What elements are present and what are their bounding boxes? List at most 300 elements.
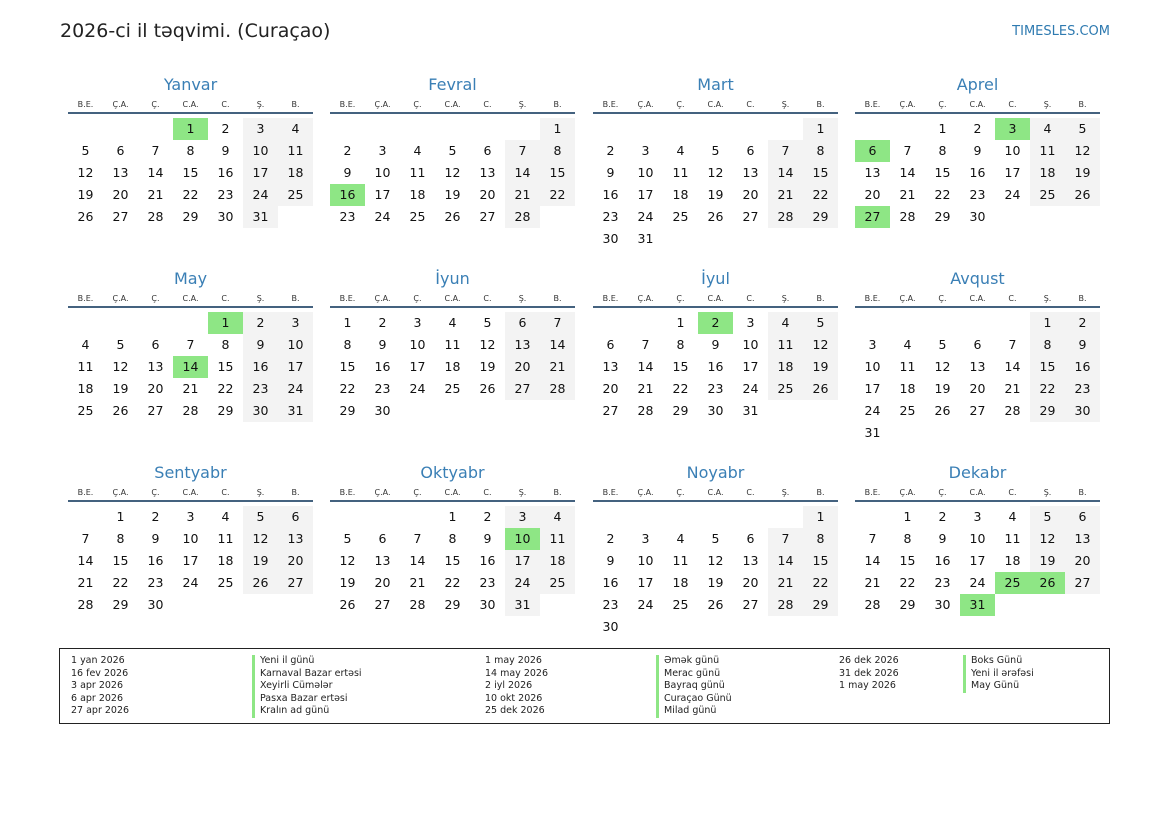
day-cell: 6 bbox=[746, 531, 755, 546]
day-cell: 1 bbox=[803, 506, 838, 528]
day-cell: 26 bbox=[707, 597, 724, 612]
day-cell: 31 bbox=[505, 594, 540, 616]
weekday-label: B. bbox=[1078, 488, 1087, 497]
day-cell: 1 bbox=[540, 118, 575, 140]
day-cell: 2 bbox=[938, 509, 947, 524]
day-cell: 7 bbox=[903, 143, 912, 158]
day-cell: 8 bbox=[448, 531, 457, 546]
day-cell: 15 bbox=[540, 162, 575, 184]
weekday-label: C.A. bbox=[182, 488, 199, 497]
day-cell: 6 bbox=[606, 337, 615, 352]
day-cell: 16 bbox=[479, 553, 496, 568]
day-cell: 21 bbox=[77, 575, 94, 590]
legend-date: 3 apr 2026 bbox=[71, 680, 124, 691]
day-cell: 21 bbox=[540, 356, 575, 378]
day-cell: 4 bbox=[903, 337, 912, 352]
day-cell: 21 bbox=[147, 187, 164, 202]
month-3 bbox=[593, 73, 838, 250]
day-cell: 2 bbox=[483, 509, 492, 524]
day-cell: 7 bbox=[413, 531, 422, 546]
month-name: Mart bbox=[697, 75, 734, 94]
day-cell: 22 bbox=[899, 575, 916, 590]
holiday-day-cell: 27 bbox=[855, 206, 890, 228]
empty-cell bbox=[138, 312, 173, 334]
day-cell: 28 bbox=[147, 209, 164, 224]
day-cell: 24 bbox=[182, 575, 199, 590]
legend-dates-1 bbox=[71, 655, 129, 718]
day-cell: 7 bbox=[81, 531, 90, 546]
legend-holiday-name: Curaçao Günü bbox=[656, 693, 732, 706]
day-cell: 25 bbox=[540, 572, 575, 594]
day-cell: 4 bbox=[1030, 118, 1065, 140]
month-name: Dekabr bbox=[948, 463, 1007, 482]
day-cell: 20 bbox=[742, 187, 759, 202]
day-cell: 7 bbox=[505, 140, 540, 162]
day-cell: 3 bbox=[378, 143, 387, 158]
day-cell: 26 bbox=[243, 572, 278, 594]
day-cell: 17 bbox=[637, 187, 654, 202]
day-cell: 17 bbox=[182, 553, 199, 568]
day-cell: 13 bbox=[479, 165, 496, 180]
weekday-label: Ş. bbox=[781, 488, 790, 497]
day-cell: 30 bbox=[707, 403, 724, 418]
legend-holiday-name: Kralın ad günü bbox=[252, 705, 362, 718]
empty-cell bbox=[68, 312, 103, 334]
weekday-label: B.E. bbox=[339, 100, 356, 109]
day-cell: 2 bbox=[221, 121, 230, 136]
day-cell: 13 bbox=[374, 553, 391, 568]
day-cell: 17 bbox=[243, 162, 278, 184]
day-grid bbox=[855, 312, 1100, 444]
day-cell: 12 bbox=[77, 165, 94, 180]
day-cell: 4 bbox=[540, 506, 575, 528]
day-cell: 31 bbox=[243, 206, 278, 228]
weekday-header bbox=[68, 487, 313, 502]
day-cell: 25 bbox=[278, 184, 313, 206]
day-cell: 12 bbox=[112, 359, 129, 374]
day-cell: 11 bbox=[768, 334, 803, 356]
empty-cell bbox=[995, 312, 1030, 334]
day-cell: 7 bbox=[768, 528, 803, 550]
day-cell: 22 bbox=[217, 381, 234, 396]
day-cell: 15 bbox=[182, 165, 199, 180]
weekday-label: Ç.A. bbox=[637, 100, 654, 109]
day-cell: 5 bbox=[1030, 506, 1065, 528]
weekday-label: B.E. bbox=[602, 100, 619, 109]
day-cell: 24 bbox=[637, 209, 654, 224]
weekday-label: C. bbox=[221, 100, 230, 109]
day-cell: 29 bbox=[444, 597, 461, 612]
day-cell: 16 bbox=[934, 553, 951, 568]
day-cell: 30 bbox=[479, 597, 496, 612]
day-cell: 4 bbox=[81, 337, 90, 352]
day-cell: 5 bbox=[243, 506, 278, 528]
legend-holiday-name: Boks Günü bbox=[963, 655, 1034, 668]
legend-date: 6 apr 2026 bbox=[71, 692, 124, 704]
empty-cell bbox=[855, 312, 890, 334]
empty-cell bbox=[663, 506, 698, 528]
day-cell: 26 bbox=[444, 209, 461, 224]
day-cell: 12 bbox=[1065, 140, 1100, 162]
weekday-label: B. bbox=[816, 100, 825, 109]
empty-cell bbox=[628, 118, 663, 140]
month-name: İyun bbox=[435, 269, 470, 288]
day-cell: 20 bbox=[112, 187, 129, 202]
legend-names-3 bbox=[963, 655, 1034, 693]
day-cell: 22 bbox=[540, 184, 575, 206]
day-cell: 28 bbox=[505, 206, 540, 228]
day-cell: 9 bbox=[938, 531, 947, 546]
empty-cell bbox=[365, 506, 400, 528]
weekday-header bbox=[68, 99, 313, 114]
day-cell: 10 bbox=[243, 140, 278, 162]
day-cell: 14 bbox=[768, 162, 803, 184]
weekday-label: Ç.A. bbox=[899, 294, 916, 303]
weekday-label: C. bbox=[1008, 294, 1017, 303]
holiday-day-cell: 6 bbox=[855, 140, 890, 162]
day-cell: 30 bbox=[602, 231, 619, 246]
day-cell: 29 bbox=[803, 206, 838, 228]
day-cell: 7 bbox=[641, 337, 650, 352]
day-cell: 27 bbox=[505, 378, 540, 400]
day-cell: 27 bbox=[278, 572, 313, 594]
empty-cell bbox=[663, 118, 698, 140]
day-cell: 2 bbox=[151, 509, 160, 524]
day-cell: 21 bbox=[768, 184, 803, 206]
day-grid bbox=[593, 118, 838, 250]
day-cell: 8 bbox=[803, 140, 838, 162]
weekday-label: Ç.A. bbox=[374, 100, 391, 109]
weekday-label: Ç. bbox=[151, 488, 160, 497]
day-cell: 15 bbox=[672, 359, 689, 374]
day-cell: 13 bbox=[1065, 528, 1100, 550]
day-cell: 7 bbox=[151, 143, 160, 158]
day-cell: 26 bbox=[479, 381, 496, 396]
day-cell: 28 bbox=[77, 597, 94, 612]
day-cell: 20 bbox=[864, 187, 881, 202]
day-cell: 9 bbox=[606, 165, 615, 180]
day-cell: 3 bbox=[278, 312, 313, 334]
day-cell: 16 bbox=[602, 187, 619, 202]
weekday-label: B. bbox=[291, 100, 300, 109]
day-cell: 13 bbox=[112, 165, 129, 180]
day-cell: 14 bbox=[409, 553, 426, 568]
day-cell: 31 bbox=[742, 403, 759, 418]
day-cell: 16 bbox=[243, 356, 278, 378]
day-cell: 1 bbox=[1030, 312, 1065, 334]
day-cell: 22 bbox=[672, 381, 689, 396]
day-cell: 30 bbox=[1065, 400, 1100, 422]
day-cell: 20 bbox=[479, 187, 496, 202]
weekday-label: C.A. bbox=[969, 100, 986, 109]
empty-cell bbox=[855, 118, 890, 140]
day-cell: 6 bbox=[505, 312, 540, 334]
day-cell: 18 bbox=[278, 162, 313, 184]
day-cell: 8 bbox=[221, 337, 230, 352]
empty-cell bbox=[593, 506, 628, 528]
legend-date: 1 may 2026 bbox=[839, 680, 896, 691]
day-cell: 12 bbox=[934, 359, 951, 374]
weekday-label: Ş. bbox=[1043, 100, 1052, 109]
day-cell: 30 bbox=[934, 597, 951, 612]
day-cell: 23 bbox=[243, 378, 278, 400]
day-cell: 13 bbox=[278, 528, 313, 550]
day-cell: 28 bbox=[1004, 403, 1021, 418]
day-cell: 6 bbox=[746, 143, 755, 158]
day-cell: 21 bbox=[768, 572, 803, 594]
day-cell: 10 bbox=[374, 165, 391, 180]
month-7 bbox=[593, 267, 838, 422]
legend-holiday-name: Əmək günü bbox=[656, 655, 732, 668]
day-cell: 24 bbox=[409, 381, 426, 396]
day-cell: 26 bbox=[112, 403, 129, 418]
weekday-label: Ç.A. bbox=[899, 100, 916, 109]
day-cell: 23 bbox=[217, 187, 234, 202]
day-cell: 10 bbox=[1004, 143, 1021, 158]
day-grid bbox=[855, 118, 1100, 228]
day-cell: 18 bbox=[217, 553, 234, 568]
day-cell: 15 bbox=[899, 553, 916, 568]
weekday-label: B.E. bbox=[77, 100, 94, 109]
day-cell: 19 bbox=[339, 575, 356, 590]
day-cell: 18 bbox=[768, 356, 803, 378]
day-cell: 25 bbox=[217, 575, 234, 590]
day-grid bbox=[68, 506, 313, 616]
month-name: Oktyabr bbox=[420, 463, 485, 482]
day-cell: 1 bbox=[676, 315, 685, 330]
day-cell: 9 bbox=[711, 337, 720, 352]
weekday-label: Ş. bbox=[518, 100, 527, 109]
day-cell: 11 bbox=[1030, 140, 1065, 162]
weekday-label: Ç.A. bbox=[112, 100, 129, 109]
day-cell: 24 bbox=[374, 209, 391, 224]
weekday-label: C.A. bbox=[969, 294, 986, 303]
legend-dates-2 bbox=[485, 655, 548, 718]
day-cell: 20 bbox=[969, 381, 986, 396]
day-cell: 15 bbox=[339, 359, 356, 374]
month-name: Sentyabr bbox=[154, 463, 227, 482]
day-cell: 21 bbox=[409, 575, 426, 590]
weekday-label: Ç. bbox=[413, 100, 422, 109]
legend-date: 2 iyl 2026 bbox=[485, 680, 533, 691]
day-cell: 25 bbox=[1030, 184, 1065, 206]
day-cell: 14 bbox=[77, 553, 94, 568]
day-cell: 28 bbox=[768, 206, 803, 228]
day-cell: 4 bbox=[278, 118, 313, 140]
day-cell: 14 bbox=[505, 162, 540, 184]
legend-holiday-name: Xeyirli Cümələr bbox=[252, 680, 362, 693]
day-cell: 13 bbox=[505, 334, 540, 356]
weekday-label: C.A. bbox=[444, 100, 461, 109]
day-grid bbox=[330, 312, 575, 422]
day-cell: 10 bbox=[182, 531, 199, 546]
empty-cell bbox=[400, 118, 435, 140]
empty-cell bbox=[733, 118, 768, 140]
legend-holiday-name: Yeni il ərəfəsi bbox=[963, 668, 1034, 681]
weekday-label: B.E. bbox=[864, 100, 881, 109]
day-cell: 23 bbox=[1065, 378, 1100, 400]
day-cell: 15 bbox=[803, 162, 838, 184]
day-cell: 19 bbox=[112, 381, 129, 396]
day-cell: 24 bbox=[864, 403, 881, 418]
day-cell: 18 bbox=[1030, 162, 1065, 184]
day-cell: 22 bbox=[182, 187, 199, 202]
day-cell: 14 bbox=[1004, 359, 1021, 374]
day-cell: 11 bbox=[217, 531, 234, 546]
month-9 bbox=[68, 461, 313, 616]
weekday-label: B.E. bbox=[339, 488, 356, 497]
empty-cell bbox=[628, 312, 663, 334]
weekday-label: C.A. bbox=[707, 488, 724, 497]
day-cell: 11 bbox=[444, 337, 461, 352]
day-cell: 24 bbox=[969, 575, 986, 590]
day-cell: 23 bbox=[339, 209, 356, 224]
day-cell: 23 bbox=[374, 381, 391, 396]
weekday-header bbox=[855, 99, 1100, 114]
day-cell: 20 bbox=[742, 575, 759, 590]
day-cell: 4 bbox=[768, 312, 803, 334]
holiday-day-cell: 26 bbox=[1030, 572, 1065, 594]
day-cell: 17 bbox=[742, 359, 759, 374]
day-cell: 9 bbox=[973, 143, 982, 158]
day-cell: 4 bbox=[448, 315, 457, 330]
month-name: Noyabr bbox=[686, 463, 745, 482]
legend-date: 1 may 2026 bbox=[485, 655, 542, 666]
day-cell: 1 bbox=[803, 118, 838, 140]
day-cell: 25 bbox=[768, 378, 803, 400]
weekday-label: C.A. bbox=[707, 100, 724, 109]
holiday-day-cell: 1 bbox=[173, 118, 208, 140]
day-cell: 9 bbox=[343, 165, 352, 180]
day-cell: 11 bbox=[672, 165, 689, 180]
empty-cell bbox=[330, 118, 365, 140]
empty-cell bbox=[768, 118, 803, 140]
day-cell: 16 bbox=[217, 165, 234, 180]
day-cell: 20 bbox=[374, 575, 391, 590]
legend-date: 16 fev 2026 bbox=[71, 667, 129, 679]
legend-names-2 bbox=[656, 655, 732, 718]
day-cell: 10 bbox=[864, 359, 881, 374]
day-cell: 3 bbox=[243, 118, 278, 140]
day-cell: 16 bbox=[147, 553, 164, 568]
day-cell: 22 bbox=[803, 572, 838, 594]
day-cell: 18 bbox=[540, 550, 575, 572]
day-cell: 2 bbox=[378, 315, 387, 330]
day-cell: 26 bbox=[339, 597, 356, 612]
day-cell: 25 bbox=[672, 209, 689, 224]
day-cell: 8 bbox=[803, 528, 838, 550]
page-title: 2026-ci il təqvimi. (Curaçao) bbox=[60, 20, 331, 42]
weekday-header bbox=[855, 487, 1100, 502]
legend-date: 27 apr 2026 bbox=[71, 705, 130, 716]
day-cell: 18 bbox=[409, 187, 426, 202]
day-cell: 25 bbox=[77, 403, 94, 418]
day-cell: 13 bbox=[864, 165, 881, 180]
day-cell: 12 bbox=[339, 553, 356, 568]
empty-cell bbox=[435, 118, 470, 140]
day-cell: 22 bbox=[934, 187, 951, 202]
weekday-label: Ş. bbox=[256, 488, 265, 497]
day-cell: 7 bbox=[186, 337, 195, 352]
day-cell: 14 bbox=[899, 165, 916, 180]
day-cell: 19 bbox=[1065, 162, 1100, 184]
day-cell: 6 bbox=[116, 143, 125, 158]
weekday-label: Ç. bbox=[151, 294, 160, 303]
day-cell: 18 bbox=[1004, 553, 1021, 568]
day-cell: 11 bbox=[409, 165, 426, 180]
day-cell: 24 bbox=[1004, 187, 1021, 202]
day-cell: 24 bbox=[278, 378, 313, 400]
day-cell: 8 bbox=[186, 143, 195, 158]
day-cell: 11 bbox=[899, 359, 916, 374]
day-cell: 15 bbox=[1030, 356, 1065, 378]
day-cell: 5 bbox=[1065, 118, 1100, 140]
month-5 bbox=[68, 267, 313, 422]
weekday-label: C.A. bbox=[444, 294, 461, 303]
weekday-label: Ş. bbox=[781, 100, 790, 109]
day-cell: 2 bbox=[606, 143, 615, 158]
day-cell: 5 bbox=[343, 531, 352, 546]
day-cell: 30 bbox=[243, 400, 278, 422]
day-cell: 5 bbox=[81, 143, 90, 158]
legend-holiday-name: Bayraq günü bbox=[656, 680, 732, 693]
day-cell: 28 bbox=[540, 378, 575, 400]
day-cell: 21 bbox=[1004, 381, 1021, 396]
day-cell: 18 bbox=[77, 381, 94, 396]
legend-holiday-name: May Günü bbox=[963, 680, 1034, 693]
day-cell: 4 bbox=[221, 509, 230, 524]
day-cell: 19 bbox=[934, 381, 951, 396]
weekday-label: B.E. bbox=[602, 294, 619, 303]
day-cell: 15 bbox=[112, 553, 129, 568]
day-cell: 4 bbox=[676, 143, 685, 158]
weekday-label: Ç. bbox=[676, 488, 685, 497]
day-cell: 28 bbox=[768, 594, 803, 616]
empty-cell bbox=[173, 312, 208, 334]
weekday-label: C. bbox=[746, 294, 755, 303]
brand-link[interactable]: TIMESLES.COM bbox=[1012, 24, 1110, 39]
legend-date: 10 okt 2026 bbox=[485, 692, 543, 704]
day-cell: 31 bbox=[278, 400, 313, 422]
day-cell: 2 bbox=[1065, 312, 1100, 334]
day-cell: 14 bbox=[864, 553, 881, 568]
day-cell: 30 bbox=[217, 209, 234, 224]
month-6 bbox=[330, 267, 575, 422]
day-cell: 10 bbox=[637, 165, 654, 180]
day-cell: 6 bbox=[1065, 506, 1100, 528]
day-cell: 23 bbox=[602, 209, 619, 224]
weekday-label: B.E. bbox=[339, 294, 356, 303]
month-12 bbox=[855, 461, 1100, 616]
empty-cell bbox=[698, 506, 733, 528]
weekday-label: B. bbox=[553, 294, 562, 303]
day-cell: 5 bbox=[803, 312, 838, 334]
day-cell: 19 bbox=[479, 359, 496, 374]
day-cell: 3 bbox=[641, 531, 650, 546]
day-cell: 3 bbox=[186, 509, 195, 524]
day-cell: 20 bbox=[278, 550, 313, 572]
day-cell: 16 bbox=[602, 575, 619, 590]
day-cell: 6 bbox=[483, 143, 492, 158]
weekday-label: C. bbox=[483, 100, 492, 109]
day-cell: 9 bbox=[1065, 334, 1100, 356]
legend-date: 31 dek 2026 bbox=[839, 667, 899, 679]
day-cell: 7 bbox=[1008, 337, 1017, 352]
day-cell: 8 bbox=[676, 337, 685, 352]
day-cell: 2 bbox=[606, 531, 615, 546]
day-cell: 17 bbox=[1004, 165, 1021, 180]
day-cell: 29 bbox=[899, 597, 916, 612]
